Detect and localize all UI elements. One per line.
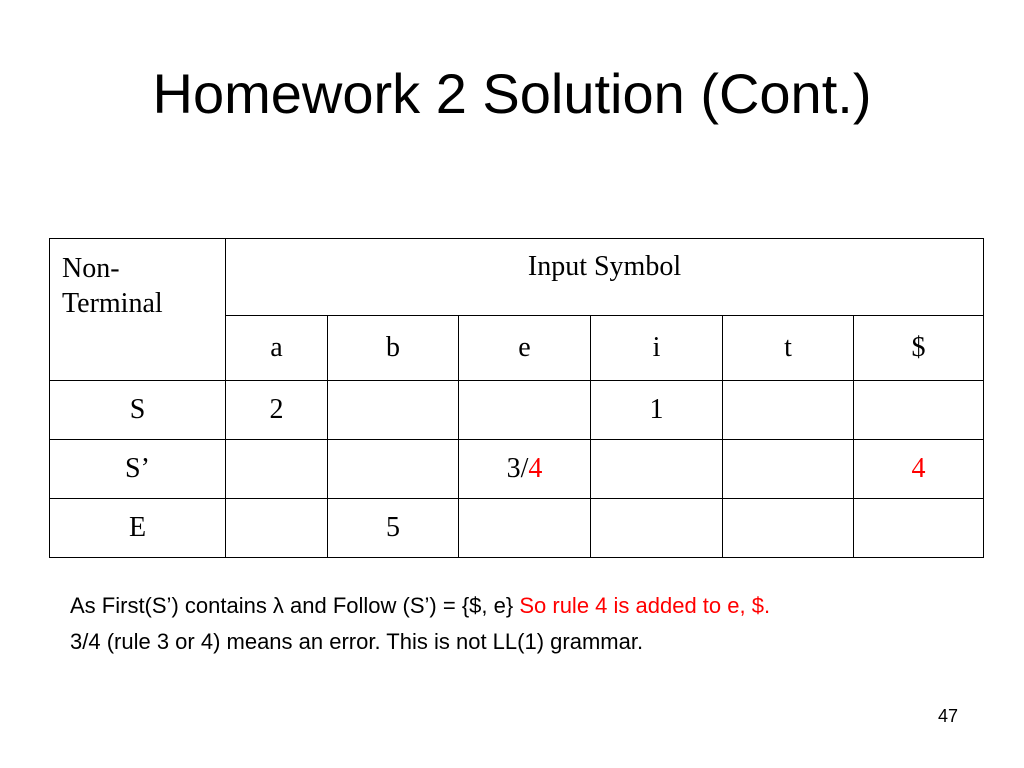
note-line-1-text: As First(S’) contains λ and Follow (S’) = {$, e} [70, 593, 520, 618]
explanation-notes [70, 588, 770, 660]
table-cell [723, 381, 854, 440]
table-cell [328, 381, 459, 440]
table-cell [591, 499, 723, 558]
note-line-1-highlight: So rule 4 is added to e, $. [519, 593, 771, 618]
table-header-row [50, 239, 984, 316]
table-cell [854, 499, 984, 558]
table-row [50, 440, 984, 499]
slide-title: Homework 2 Solution (Cont.) [152, 62, 872, 125]
table-cell: 1 [591, 381, 723, 440]
table-cell [328, 440, 459, 499]
table-row [50, 499, 984, 558]
row-nonterminal: S [50, 381, 226, 440]
input-symbol-header: Input Symbol [226, 239, 984, 316]
nonterminal-header-line1: Non- [62, 253, 120, 284]
row-nonterminal: S’ [50, 440, 226, 499]
table-cell: 2 [226, 381, 328, 440]
table-cell [226, 440, 328, 499]
nonterminal-header [50, 239, 226, 381]
table-cell: 5 [328, 499, 459, 558]
note-line-2: 3/4 (rule 3 or 4) means an error. This is not LL(1) grammar. [70, 629, 644, 654]
terminal-header-a: a [226, 316, 328, 381]
conflict-prefix: 3/ [506, 453, 529, 484]
row-nonterminal: E [50, 499, 226, 558]
note-line-1 [70, 588, 770, 624]
table-cell [459, 499, 591, 558]
terminal-header-e: e [459, 316, 591, 381]
table-cell-added-rule: 4 [854, 440, 984, 499]
table-cell [723, 440, 854, 499]
page-number: 47 [938, 706, 959, 726]
terminal-header-i: i [591, 316, 723, 381]
terminal-header-b: b [328, 316, 459, 381]
nonterminal-header-line2: Terminal [62, 288, 163, 319]
table-cell [459, 381, 591, 440]
table-row [50, 381, 984, 440]
conflict-added-rule: 4 [528, 453, 543, 484]
table-cell-conflict [459, 440, 591, 499]
table-cell [723, 499, 854, 558]
parse-table [49, 238, 984, 558]
terminal-header-t: t [723, 316, 854, 381]
terminal-header-dollar: $ [854, 316, 984, 381]
table-cell [591, 440, 723, 499]
table-cell [226, 499, 328, 558]
table-cell [854, 381, 984, 440]
